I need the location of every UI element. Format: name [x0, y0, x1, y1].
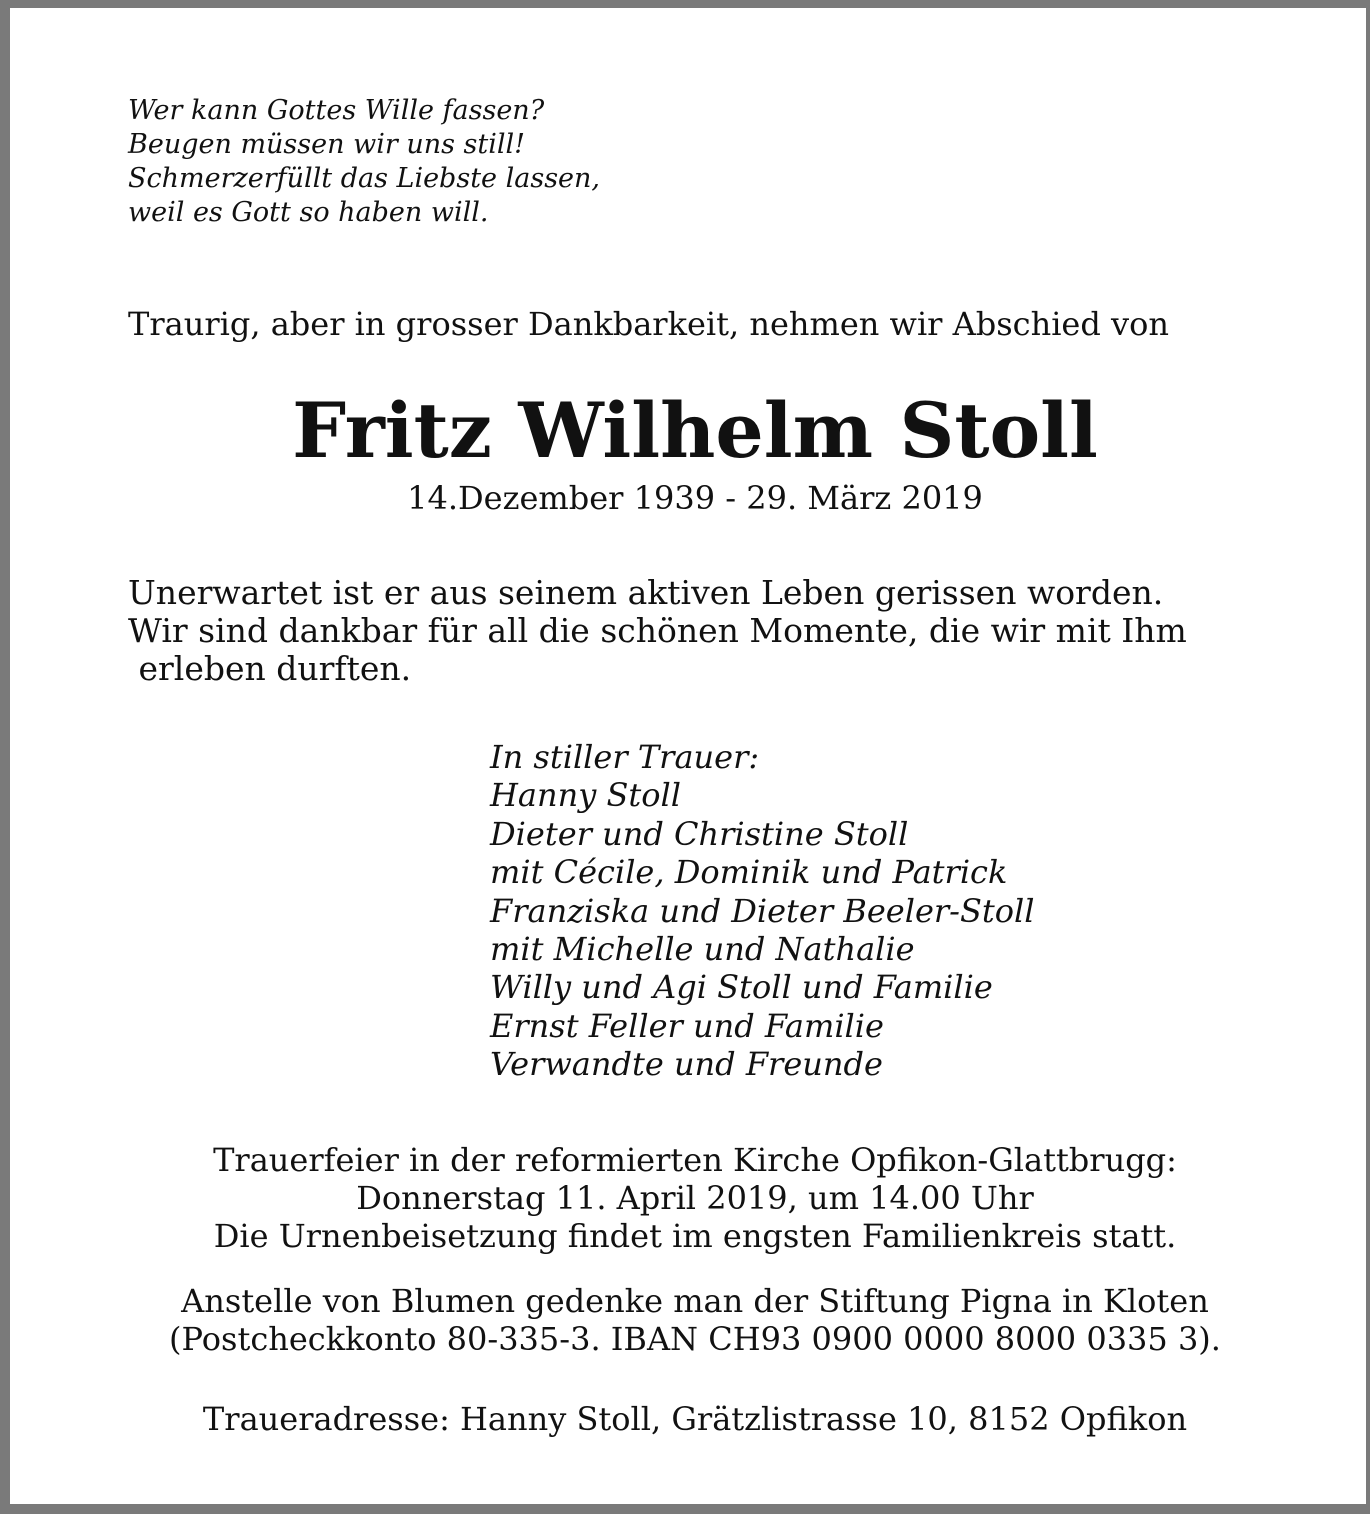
mourner-entry: Ernst Feller und Familie: [490, 1006, 884, 1045]
service-line: Die Urnenbeisetzung findet im engsten Familienkreis statt.: [213, 1217, 1177, 1255]
poem-line: Beugen müssen wir uns still!: [128, 129, 526, 160]
mourner-entry: Verwandte und Freunde: [490, 1045, 883, 1084]
life-dates: 14.Dezember 1939 - 29. März 2019: [407, 479, 983, 517]
message-line: Wir sind dankbar für all die schönen Momente, die wir mit Ihm: [128, 611, 1187, 650]
deceased-name: Fritz Wilhelm Stoll: [292, 386, 1098, 475]
mourner-entry: Dieter und Christine Stoll: [490, 814, 909, 853]
service-line: Trauerfeier in der reformierten Kirche Opfikon-Glattbrugg:: [213, 1141, 1177, 1179]
message-line: erleben durften.: [128, 649, 412, 688]
donation-line: Anstelle von Blumen gedenke man der Stiftung Pigna in Kloten: [181, 1282, 1209, 1320]
donation-info: [10, 1282, 1370, 1358]
mourners-heading: In stiller Trauer:: [490, 738, 760, 776]
mourning-address: Traueradresse: Hanny Stoll, Grätzlistrasse 10, 8152 Opfikon: [202, 1400, 1188, 1438]
donation-line: (Postcheckkonto 80-335-3. IBAN CH93 0900 0000 8000 0335 3).: [169, 1320, 1221, 1358]
mourners-list: [490, 738, 1035, 1084]
tribute-message: [128, 574, 1187, 688]
poem-line: Wer kann Gottes Wille fassen?: [128, 95, 545, 126]
mourner-entry: Franziska und Dieter Beeler-Stoll: [490, 891, 1035, 930]
poem-line: weil es Gott so haben will.: [128, 197, 489, 228]
mourner-entry: mit Cécile, Dominik und Patrick: [490, 853, 1008, 892]
poem-line: Schmerzerfüllt das Liebste lassen,: [128, 163, 600, 194]
mourner-entry: Willy und Agi Stoll und Familie: [490, 968, 993, 1007]
message-line: Unerwartet ist er aus seinem aktiven Leben gerissen worden.: [128, 573, 1164, 612]
mourner-entry: Hanny Stoll: [490, 776, 681, 815]
mourner-entry: mit Michelle und Nathalie: [490, 930, 915, 969]
service-line: Donnerstag 11. April 2019, um 14.00 Uhr: [356, 1179, 1034, 1217]
funeral-service-info: [10, 1141, 1370, 1255]
poem-verse: [128, 94, 600, 230]
intro-text: Traurig, aber in grosser Dankbarkeit, nehmen wir Abschied von: [128, 305, 1169, 343]
